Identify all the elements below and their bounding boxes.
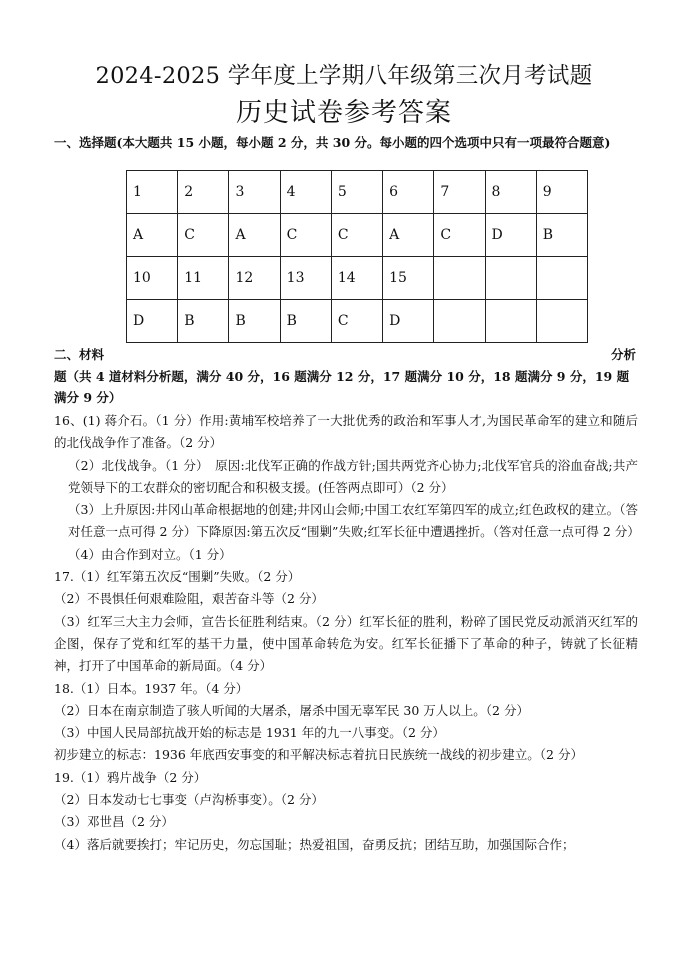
section2-heading [54, 344, 636, 409]
answer-16-1: 16、(1) 蒋介石。（1 分）作用:黄埔军校培养了一大批优秀的政治和军事人才,为国民革命军的建立和随后的北伐战争作了准备。（2 分） [54, 413, 638, 451]
question-number-row [127, 257, 588, 300]
answer-19-3: （3）邓世昌（2 分） [54, 814, 174, 830]
answer-letter-row [127, 214, 588, 257]
answer-16-4: （4）由合作到对立。（1 分） [68, 546, 232, 562]
section1-heading: 一、选择题(本大题共 15 小题，每小题 2 分，共 30 分。每小题的四个选项中只有一项最符合题意) [54, 135, 611, 150]
answer-18-1: 18.（1）日本。1937 年。（4 分） [54, 680, 249, 696]
question-number-cell: 2 [178, 171, 229, 214]
question-number-cell: 13 [280, 257, 331, 300]
question-number-cell: 15 [383, 257, 434, 300]
answer-18-2: （2）日本在南京制造了骇人听闻的大屠杀，屠杀中国无辜军民 30 万人以上。（2 分） [54, 702, 529, 718]
question-number-cell: 11 [178, 257, 229, 300]
question-number-cell: 14 [331, 257, 382, 300]
answer-letter-cell: B [229, 300, 280, 343]
answer-letter-row [127, 300, 588, 343]
answer-19-4: （4）落后就要挨打；牢记历史，勿忘国耻；热爱祖国，奋勇反抗；团结互助，加强国际合作； [54, 836, 575, 852]
answer-letter-cell: D [127, 300, 178, 343]
question-number-cell: 7 [434, 171, 485, 214]
section2-heading-rest: 题（共 4 道材料分析题，满分 40 分，16 题满分 12 分，17 题满分 10 分，18 题满分 9 分，19 题满分 9 分） [54, 368, 630, 405]
question-number-cell: 6 [383, 171, 434, 214]
question-number-cell: 4 [280, 171, 331, 214]
answer-letter-cell: C [178, 214, 229, 257]
question-number-cell: 5 [331, 171, 382, 214]
answer-17-3: （3）红军三大主力会师，宣告长征胜利结束。（2 分）红军长征的胜利，粉碎了国民党反动派消灭红军的企图，保存了党和红军的基干力量，使中国革命转危为安。红军长征播下了革命的种子，铸就了长征精神，打开了中国革命的新局面。（4 分） [54, 613, 638, 674]
exam-title: 2024-2025 学年度上学期八年级第三次月考试题 [95, 63, 593, 89]
exam-subtitle: 历史试卷参考答案 [235, 98, 452, 128]
section2-heading-right: 分析 [610, 347, 636, 362]
answer-letter-cell: A [229, 214, 280, 257]
answer-19-2: （2）日本发动七七事变（卢沟桥事变）。（2 分） [54, 792, 324, 808]
answer-17-2: （2）不畏惧任何艰难险阻，艰苦奋斗等（2 分） [54, 591, 324, 607]
question-number-cell: 9 [536, 171, 587, 214]
question-number-cell: 8 [485, 171, 536, 214]
answer-letter-cell: B [280, 300, 331, 343]
question-number-row [127, 171, 588, 214]
answer-letter-cell: C [434, 214, 485, 257]
answer-letter-cell: A [383, 214, 434, 257]
answer-letter-cell: C [280, 214, 331, 257]
question-number-cell: 12 [229, 257, 280, 300]
answer-letter-cell: C [331, 300, 382, 343]
answer-letter-cell: B [536, 214, 587, 257]
answer-letter-cell [485, 300, 536, 343]
answer-19-1: 19.（1）鸦片战争（2 分） [54, 769, 207, 785]
answer-16-3: （3）上升原因:井冈山革命根据地的创建;井冈山会师;中国工农红军第四军的成立;红色政权的建立。（答对任意一点可得 2 分）下降原因:第五次反“围剿”失败;红军长征中遭遇挫折。（答对任意一点可得 2 分） [68, 502, 640, 540]
question-number-cell [434, 257, 485, 300]
answer-letter-cell: C [331, 214, 382, 257]
answers-body [54, 410, 638, 856]
answer-letter-cell: D [485, 214, 536, 257]
question-number-cell [536, 257, 587, 300]
answer-18-3-extra: 初步建立的标志：1936 年底西安事变的和平解决标志着抗日民族统一战线的初步建立。（2 分） [54, 747, 583, 763]
answer-letter-cell: D [383, 300, 434, 343]
answer-letter-cell [536, 300, 587, 343]
answer-18-3: （3）中国人民局部抗战开始的标志是 1931 年的九一八事变。（2 分） [54, 725, 445, 741]
question-number-cell: 1 [127, 171, 178, 214]
answer-letter-cell: A [127, 214, 178, 257]
answer-letter-cell: B [178, 300, 229, 343]
section2-heading-left: 二、材料 [54, 347, 105, 362]
answer-letter-cell [434, 300, 485, 343]
answer-key-table [126, 170, 588, 343]
answer-16-2: （2）北伐战争。（1 分） 原因:北伐军正确的作战方针;国共两党齐心协力;北伐军官兵的浴血奋战;共产党领导下的工农群众的密切配合和积极支援。(任答两点即可）（2 分） [68, 457, 638, 495]
question-number-cell [485, 257, 536, 300]
question-number-cell: 3 [229, 171, 280, 214]
question-number-cell: 10 [127, 257, 178, 300]
answer-17-1: 17.（1）红军第五次反“围剿”失败。（2 分） [54, 569, 301, 585]
